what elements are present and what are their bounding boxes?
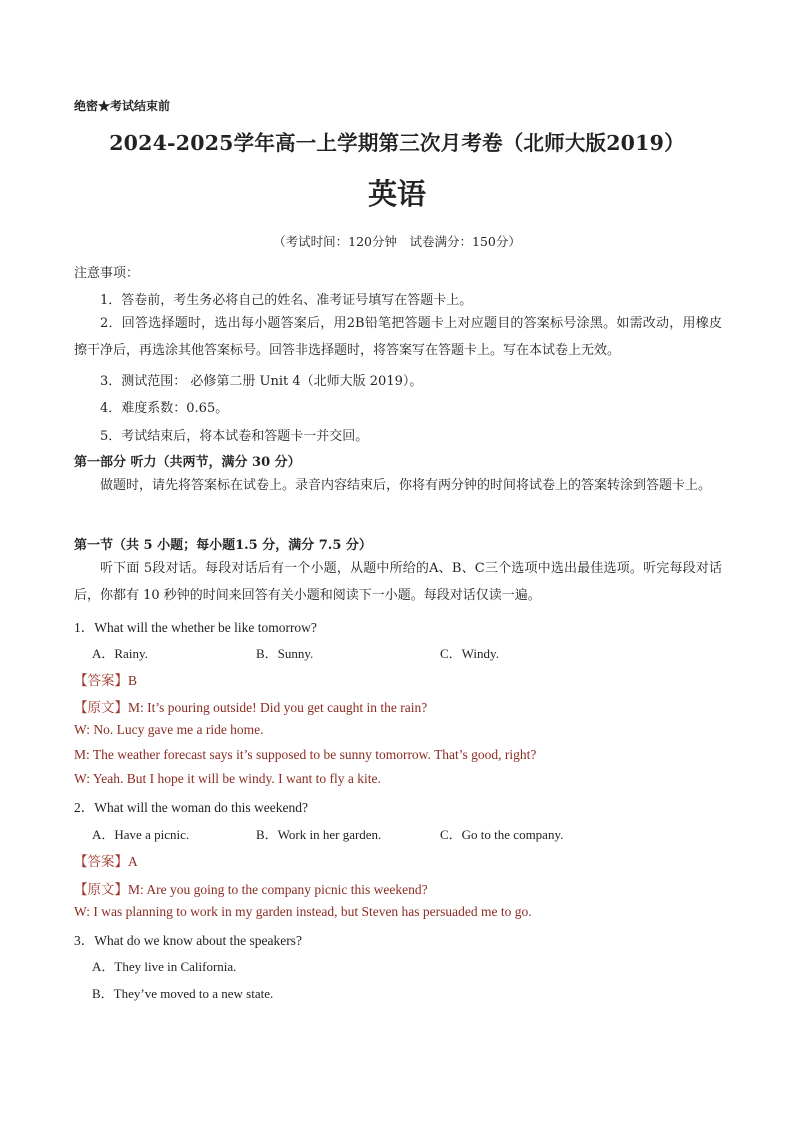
section1-heading: 第一节（共 5 小题；每小题1.5 分，满分 7.5 分） [74,538,372,553]
question-2-option-b: B．Work in her garden. [256,827,382,842]
question-1-transcript-line-2: W: No. Lucy gave me a ride home. [74,722,264,737]
question-2-option-c: C．Go to the company. [440,827,564,842]
question-1-transcript-line-4: W: Yeah. But I hope it will be windy. I want to fly a kite. [74,771,381,786]
question-1-option-a: A．Rainy. [92,646,148,661]
question-1-stem: 1．What will the whether be like tomorrow? [74,620,317,635]
part1-heading: 第一部分 听力（共两节，满分 30 分） [74,455,301,470]
secret-mark: 绝密★考试结束前 [74,99,171,113]
note-item-5: 5．考试结束后，将本试卷和答题卡一并交回。 [100,429,369,444]
note-item-2: 2．回答选择题时，选出每小题答案后，用2B铅笔把答题卡上对应题目的答案标号涂黑。如需改动，用橡皮擦干净后，再选涂其他答案标号。回答非选择题时，将答案写在答题卡上。写在本试卷上无效。 [74,316,722,358]
question-3-option-a: A．They live in California. [92,959,237,974]
transcript-label: 【原文】 [74,882,128,897]
exam-info: （考试时间：120分钟 试卷满分：150分） [273,234,521,249]
exam-title: 2024-2025学年高一上学期第三次月考卷（北师大版2019） [109,131,685,155]
section1-instruction: 听下面 5段对话。每段对话后有一个小题，从题中所给的A、B、C三个选项中选出最佳选项。听完每段对话后，你都有 10 秒钟的时间来回答有关小题和阅读下一小题。每段对话仅读一遍。 [74,561,722,603]
question-2-transcript-line-1 [74,878,428,898]
question-3-stem: 3．What do we know about the speakers? [74,933,302,948]
part1-instruction: 做题时，请先将答案标在试卷上。录音内容结束后，你将有两分钟的时间将试卷上的答案转涂到答题卡上。 [100,478,712,493]
answer-value: B [128,673,138,688]
note-item-1: 1．答卷前，考生务必将自己的姓名、准考证号填写在答题卡上。 [100,293,473,308]
answer-label: 【答案】 [74,673,128,688]
question-2-answer [74,850,138,870]
question-1-option-c: C．Windy. [440,646,499,661]
note-item-4: 4．难度系数：0.65。 [100,401,229,416]
note-item-3: 3．测试范围： 必修第二册 Unit 4（北师大版 2019）。 [100,374,423,389]
subject-title: 英语 [367,177,426,211]
question-1-option-b: B．Sunny. [256,646,314,661]
question-2-option-a: A．Have a picnic. [92,827,190,842]
answer-label: 【答案】 [74,854,128,869]
answer-value: A [128,854,138,869]
question-2-stem: 2．What will the woman do this weekend? [74,800,308,815]
question-3-option-b: B．They’ve moved to a new state. [92,986,274,1001]
question-1-transcript-line-3: M: The weather forecast says it’s supposed to be sunny tomorrow. That’s good, right? [74,747,537,762]
question-2-transcript-line-2: W: I was planning to work in my garden instead, but Steven has persuaded me to go. [74,904,532,919]
transcript-text: M: It’s pouring outside! Did you get caught in the rain? [128,700,428,715]
question-1-transcript-line-1 [74,696,427,716]
notes-heading: 注意事项： [74,266,140,281]
question-1-answer [74,669,137,689]
transcript-text: M: Are you going to the company picnic this weekend? [128,882,428,897]
transcript-label: 【原文】 [74,700,128,715]
